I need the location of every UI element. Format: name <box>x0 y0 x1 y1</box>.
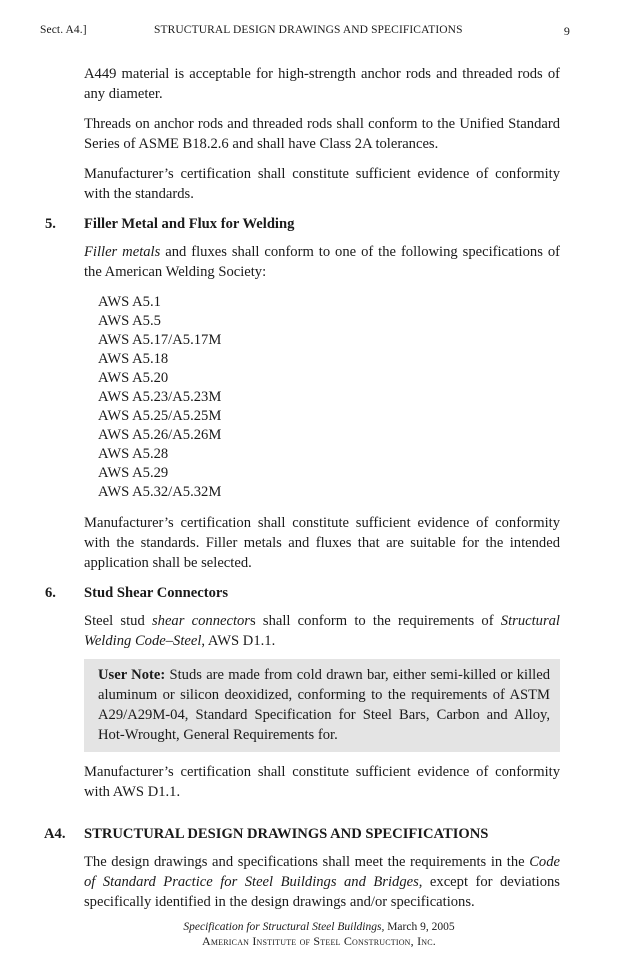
welding-code-title: Structural Welding Code–Steel <box>84 613 560 649</box>
page-number: 9 <box>563 24 570 38</box>
section-5-number: 5. <box>45 216 56 232</box>
section-6-number: 6. <box>45 585 56 601</box>
section-reference: Sect. A4.] <box>40 24 87 36</box>
list-item: AWS A5.23/A5.23M <box>98 389 222 405</box>
paragraph-stud-certification: Manufacturer’s certification shall constitute sufficient evidence of conformity with AWS D1.1. <box>84 764 560 800</box>
list-item: AWS A5.18 <box>98 351 169 367</box>
shear-connector-term: shear connector <box>151 613 250 629</box>
user-note-label: User Note: <box>98 667 166 683</box>
body-text <box>44 64 560 922</box>
footer-publisher: American Institute of Steel Construction, Inc. <box>202 934 436 948</box>
list-item: AWS A5.1 <box>98 294 161 310</box>
paragraph-a449: A449 material is acceptable for high-strength anchor rods and threaded rods of any diameter. <box>84 66 560 102</box>
section-5-title: Filler Metal and Flux for Welding <box>84 216 295 232</box>
page-footer <box>0 920 638 948</box>
running-header <box>40 24 570 40</box>
paragraph-stud-connectors: Steel stud shear connectors shall conform to the requirements of Structural Welding Code–Steel, AWS D1.1. <box>84 613 560 649</box>
section-6-title: Stud Shear Connectors <box>84 585 229 601</box>
paragraph-filler-certification: Manufacturer’s certification shall constitute sufficient evidence of conformity with the standards. Filler metals and fluxes that are suitable for the intended application shall be selected. <box>84 515 560 571</box>
user-note-text: Studs are made from cold drawn bar, either semi-killed or killed aluminum or silicon deoxidized, conforming to the requirements of ASTM A29/A29M-04, Standard Specification for Steel Bars, Carbon and Alloy, Hot-Wrought, General Requirements for. <box>98 667 550 743</box>
list-item: AWS A5.5 <box>98 313 161 329</box>
section-5-heading <box>45 214 560 234</box>
list-item: AWS A5.25/A5.25M <box>98 408 222 424</box>
paragraph-threads: Threads on anchor rods and threaded rods shall conform to the Unified Standard Series of ASME B18.2.6 and shall have Class 2A tolerances. <box>84 116 560 152</box>
paragraph-filler-metals: Filler metals and fluxes shall conform to one of the following specifications of the American Welding Society: <box>84 244 560 280</box>
list-item: AWS A5.20 <box>98 370 169 386</box>
section-a4-title: STRUCTURAL DESIGN DRAWINGS AND SPECIFICATIONS <box>84 826 489 842</box>
paragraph-certification-standards: Manufacturer’s certification shall constitute sufficient evidence of conformity with the standards. <box>84 166 560 202</box>
footer-citation: Specification for Structural Steel Buildings, March 9, 2005 <box>183 921 455 933</box>
list-item: AWS A5.26/A5.26M <box>98 427 222 443</box>
aws-spec-list <box>84 293 560 502</box>
running-title: STRUCTURAL DESIGN DRAWINGS AND SPECIFICATIONS <box>154 24 463 36</box>
section-a4-number: A4. <box>44 826 66 842</box>
paragraph-design-drawings: The design drawings and specifications shall meet the requirements in the Code of Standard Practice for Steel Buildings and Bridges, except for deviations specifically identified in the design drawings and/or specifications. <box>84 854 560 910</box>
list-item: AWS A5.29 <box>98 465 169 481</box>
list-item: AWS A5.32/A5.32M <box>98 484 222 500</box>
user-note-box <box>84 659 560 752</box>
list-item: AWS A5.28 <box>98 446 169 462</box>
list-item: AWS A5.17/A5.17M <box>98 332 222 348</box>
code-of-standard-practice-title: Code of Standard Practice for Steel Buildings and Bridges <box>84 854 560 890</box>
section-6-heading <box>45 583 560 603</box>
filler-metals-term: Filler metals <box>84 244 161 260</box>
section-a4-heading <box>44 824 560 844</box>
